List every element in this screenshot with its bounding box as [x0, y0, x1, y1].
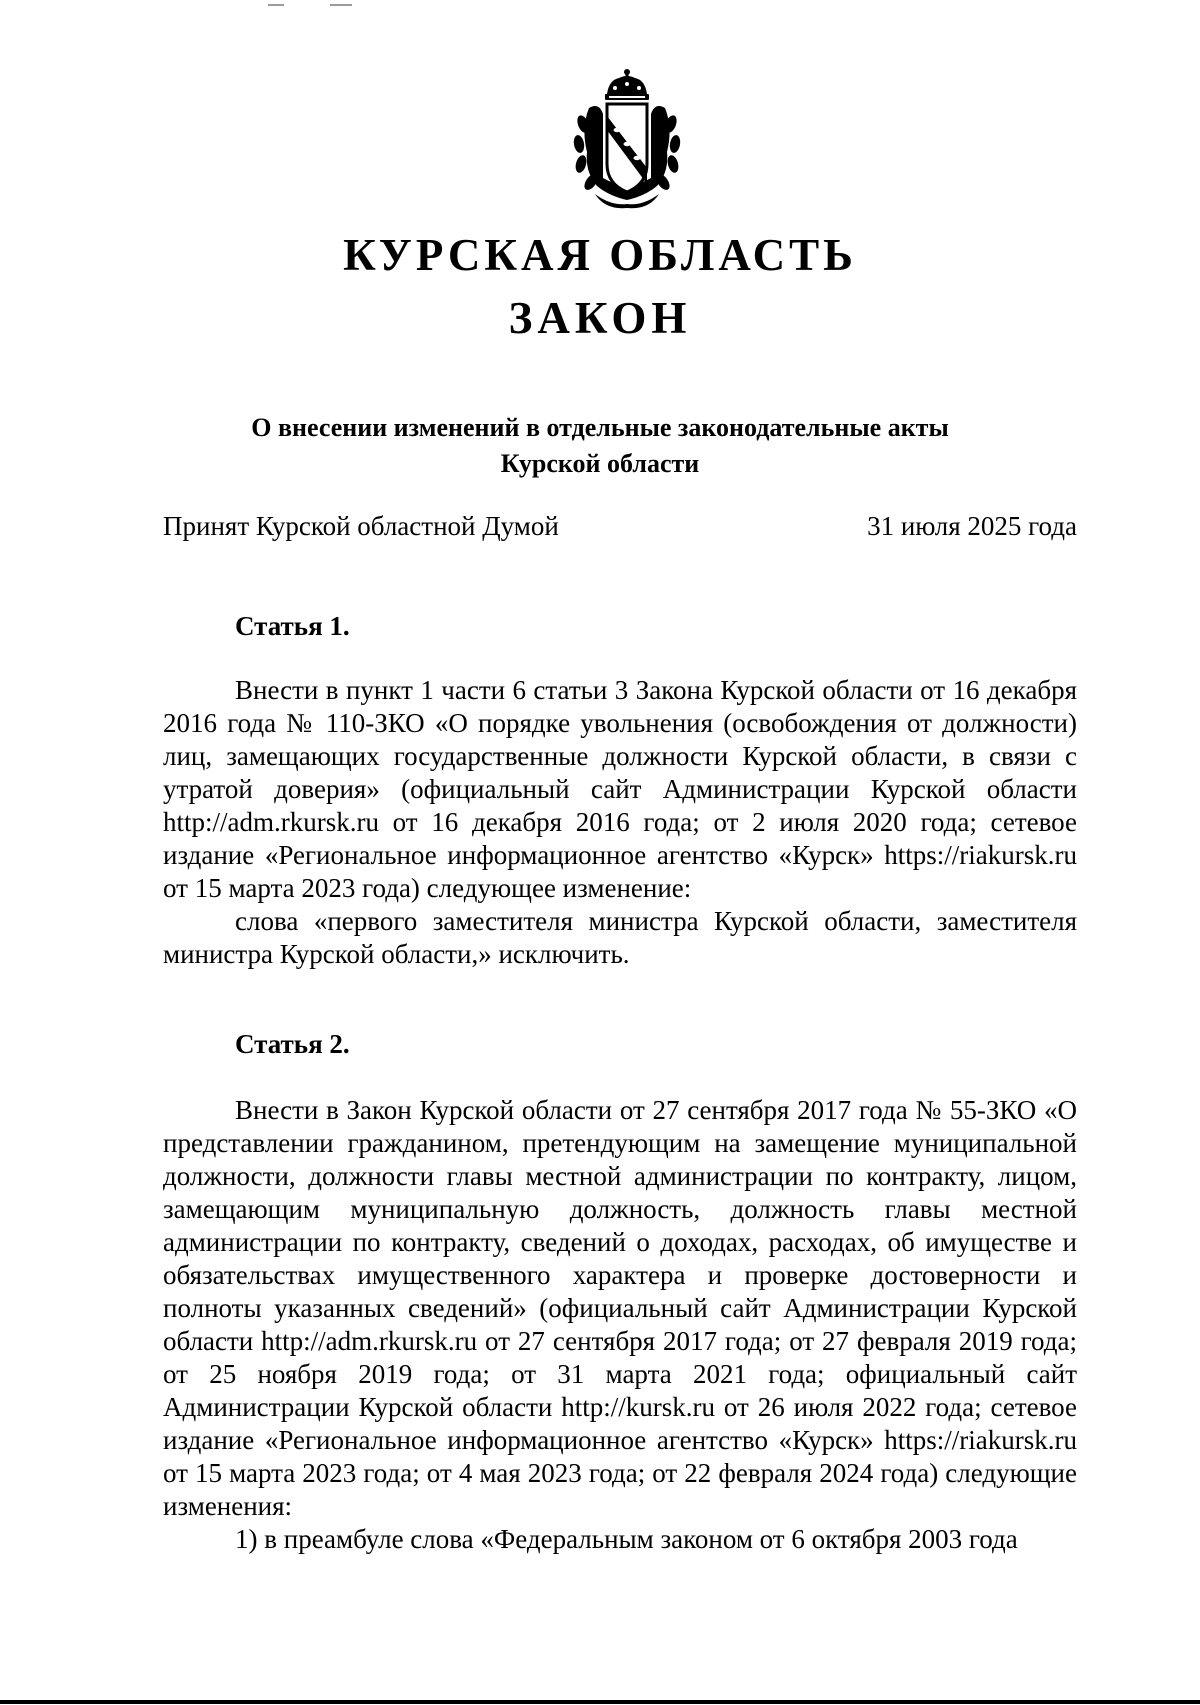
- law-title: [160, 410, 1040, 482]
- article-2-heading: Статья 2.: [235, 1029, 350, 1059]
- article-1-paragraph-1: Внести в пункт 1 части 6 статьи 3 Закона Курской области от 16 декабря 2016 года № 110-ЗКО «О порядке увольнения (освобождения от должности) лиц, замещающих государственные должности Курской области, в связи с утратой доверия» (официальный сайт Администрации Курской области http://adm.rkursk.ru от 16 декабря 2016 года; от 2 июля 2020 года; сетевое издание «Региональное информационное агентство «Курск» https://riakursk.ru от 15 марта 2023 года) следующее изменение:: [163, 675, 1077, 903]
- scan-artifact: [268, 4, 284, 6]
- page-bottom-border: [0, 1700, 1200, 1704]
- article-1-paragraph-2: слова «первого заместителя министра Курской области, заместителя министра Курской области,» исключить.: [163, 906, 1077, 969]
- article-2-body: [163, 1094, 1077, 1556]
- article-2-paragraph-1: Внести в Закон Курской области от 27 сентября 2017 года № 55-ЗКО «О представлении гражданином, претендующим на замещение муниципальной должности, должности главы местной администрации по контракту, лицом, замещающим муниципальную должность, должность главы местной администрации по контракту, сведений о доходах, расходах, об имуществе и обязательствах имущественного характера и проверке достоверности и полноты указанных сведений» (официальный сайт Администрации Курской области http://adm.rkursk.ru от 27 сентября 2017 года; от 27 февраля 2019 года; от 25 ноября 2019 года; от 31 марта 2021 года; официальный сайт Администрации Курской области http://kursk.ru от 26 июля 2022 года; сетевое издание «Региональное информационное агентство «Курск» https://riakursk.ru от 15 марта 2023 года; от 4 мая 2023 года; от 22 февраля 2024 года) следующие изменения:: [163, 1095, 1077, 1521]
- scan-artifact: [330, 4, 352, 6]
- adoption-info: [163, 508, 1077, 544]
- article-2-paragraph-2: 1) в преамбуле слова «Федеральным законом от 6 октября 2003 года: [235, 1524, 1018, 1554]
- document-type-title: ЗАКОН: [508, 293, 692, 343]
- adoption-date: 31 июля 2025 года: [867, 511, 1077, 541]
- article-1-heading: Статья 1.: [235, 611, 350, 641]
- coat-of-arms-emblem: [567, 68, 687, 210]
- region-title: КУРСКАЯ ОБЛАСТЬ: [343, 230, 857, 280]
- law-title-line2: Курской области: [500, 449, 700, 478]
- article-1-body: [163, 674, 1077, 971]
- law-title-line1: О внесении изменений в отдельные законодательные акты: [251, 413, 949, 442]
- adopted-by: Принят Курской областной Думой: [163, 511, 559, 541]
